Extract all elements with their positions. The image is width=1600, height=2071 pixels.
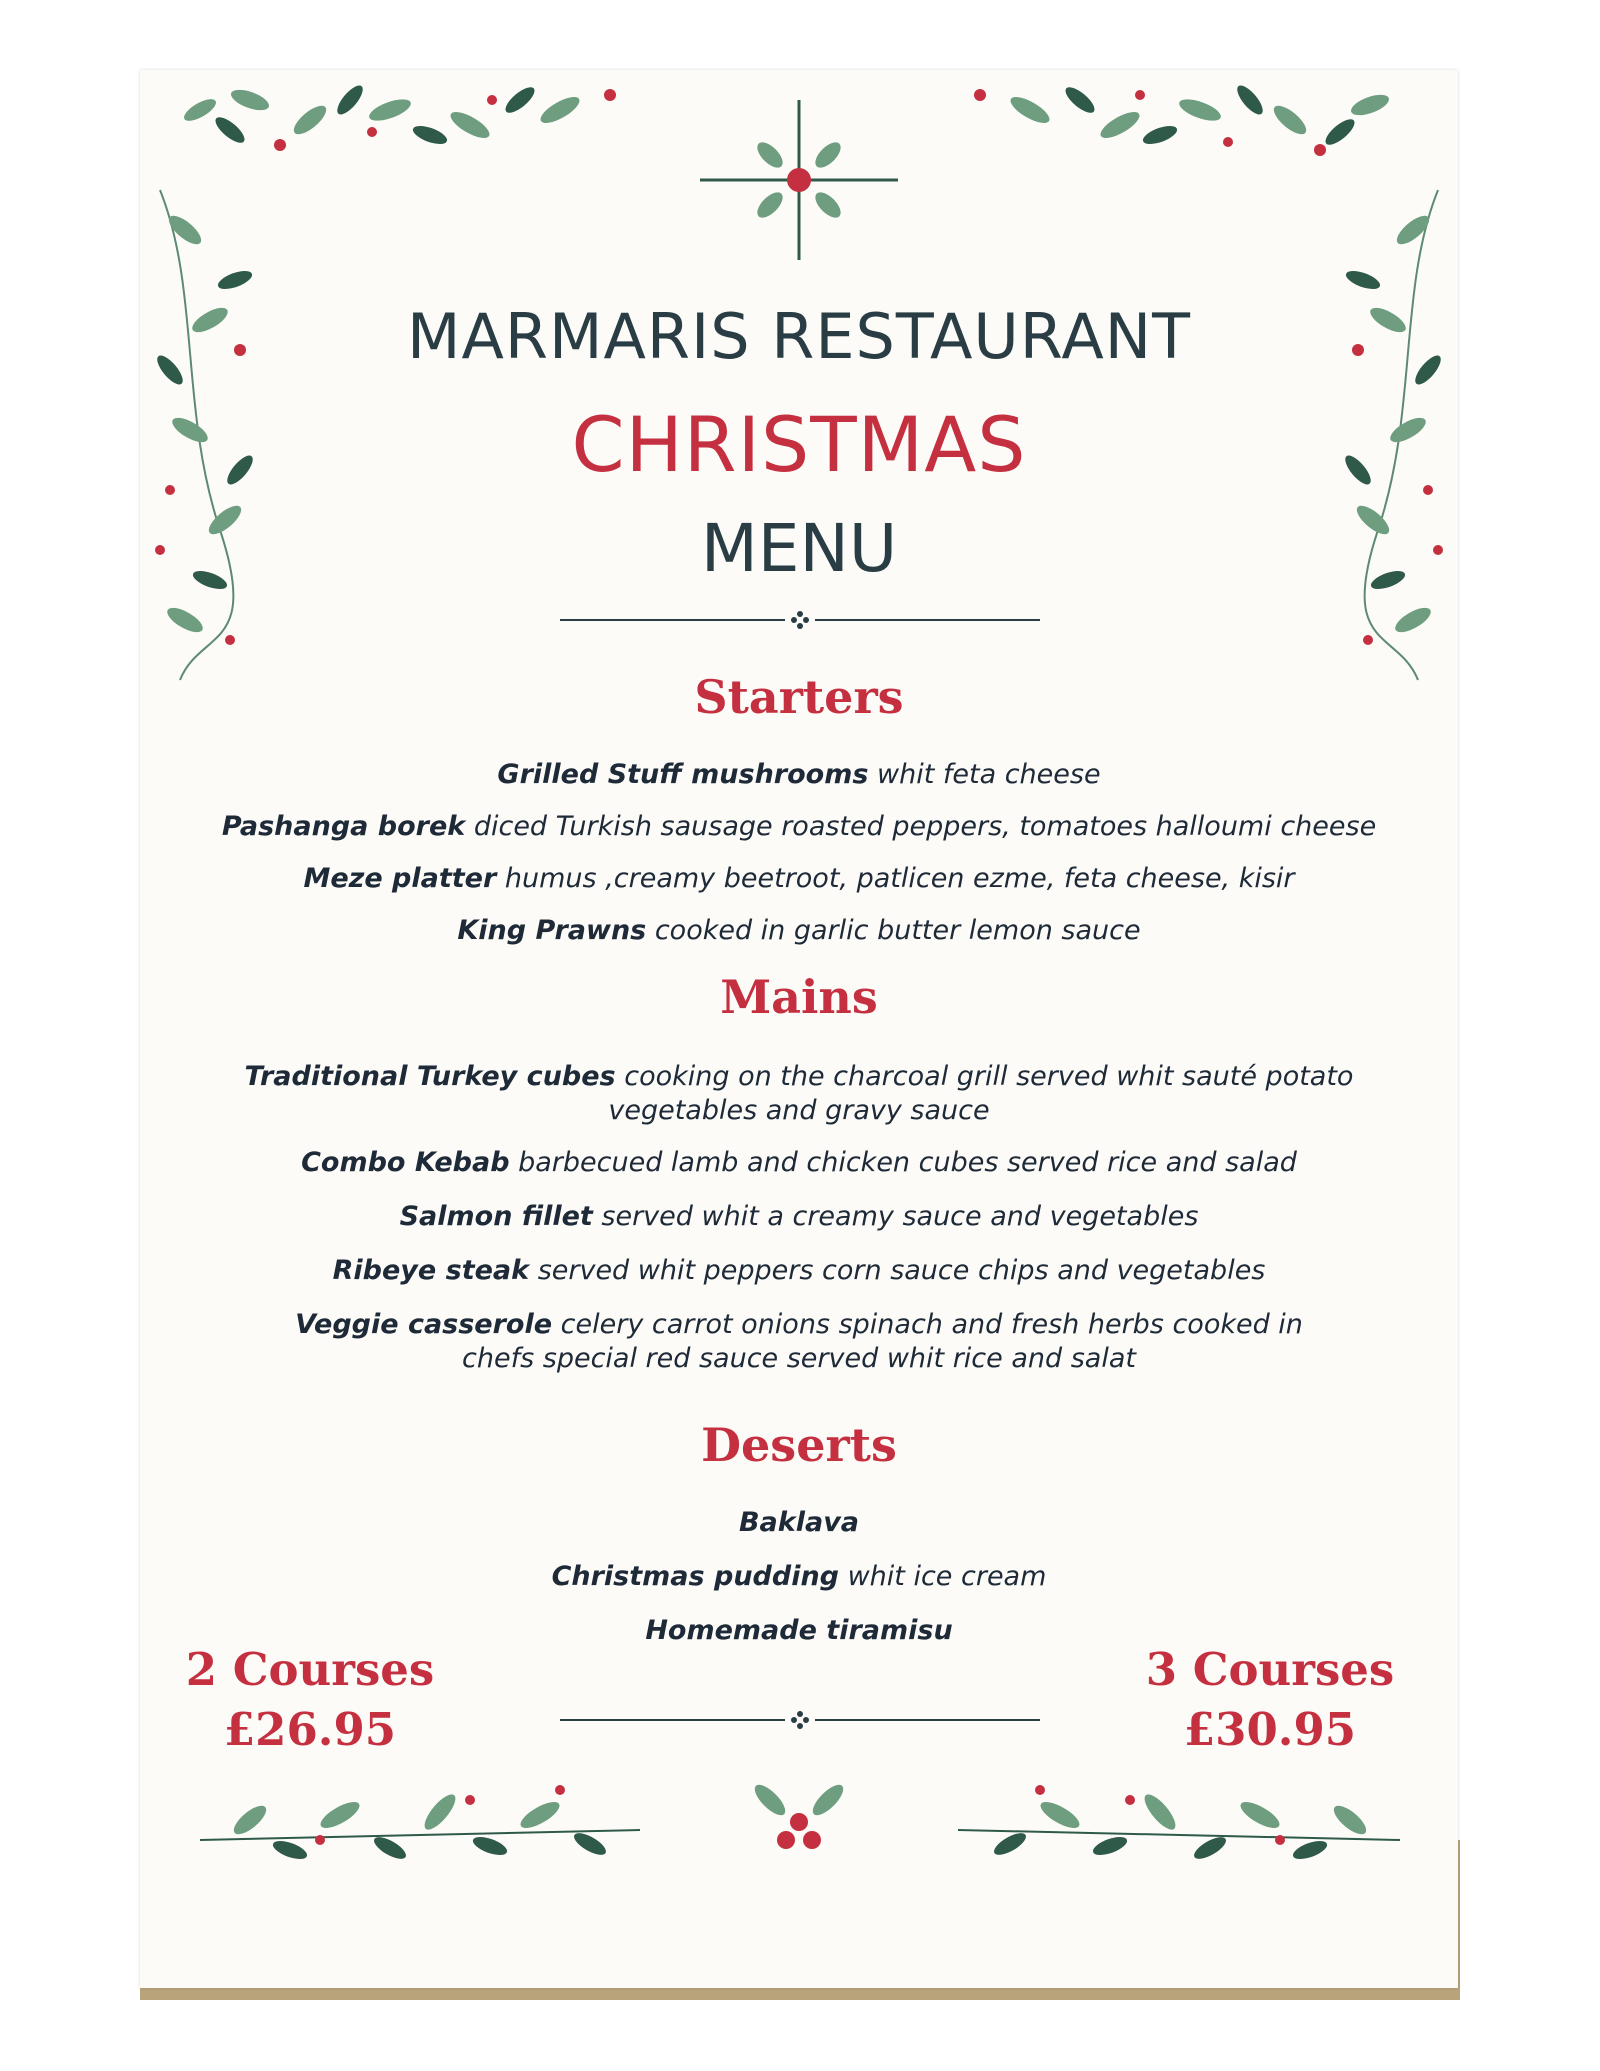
price-label: 3 Courses xyxy=(1145,1643,1395,1696)
item-name: Meze platter xyxy=(303,863,497,894)
item-description: whit ice cream xyxy=(847,1561,1047,1592)
item-name: Homemade tiramisu xyxy=(645,1615,953,1646)
item-description: cooked in garlic butter lemon sauce xyxy=(654,915,1141,946)
item-description: barbecued lamb and chicken cubes served rice and salad xyxy=(518,1147,1297,1178)
item-description: served whit peppers corn sauce chips and vegetables xyxy=(537,1255,1266,1286)
list-item xyxy=(140,1308,1458,1376)
price-amount: £26.95 xyxy=(223,1703,397,1756)
top-garland-decoration xyxy=(140,70,1458,270)
two-courses-price xyxy=(160,1640,460,1760)
ornamental-divider xyxy=(560,610,1040,630)
list-item xyxy=(140,758,1458,792)
item-name: Combo Kebab xyxy=(301,1147,510,1178)
item-description: diced Turkish sausage roasted peppers, tomatoes halloumi cheese xyxy=(473,811,1377,842)
menu-card xyxy=(140,70,1458,1988)
item-name: Baklava xyxy=(738,1507,860,1538)
restaurant-name: MARMARIS RESTAURANT xyxy=(406,300,1191,373)
list-item xyxy=(140,1506,1458,1540)
ornamental-divider xyxy=(560,1710,1040,1730)
deserts-heading: Deserts xyxy=(701,1418,897,1472)
bottom-garland-decoration xyxy=(140,1760,1458,1870)
list-item xyxy=(140,1254,1458,1288)
item-description-continued: vegetables and gravy sauce xyxy=(608,1095,990,1126)
three-courses-price xyxy=(1120,1640,1420,1760)
price-amount: £30.95 xyxy=(1183,1703,1357,1756)
list-item xyxy=(140,862,1458,896)
item-name: Salmon fillet xyxy=(399,1201,593,1232)
item-description: celery carrot onions spinach and fresh herbs cooked in xyxy=(560,1309,1303,1340)
item-name: Christmas pudding xyxy=(551,1561,839,1592)
list-item xyxy=(140,1200,1458,1234)
item-description: cooking on the charcoal grill served whit sauté potato xyxy=(624,1061,1354,1092)
price-label: 2 Courses xyxy=(185,1643,435,1696)
christmas-heading: CHRISTMAS xyxy=(571,400,1027,489)
list-item xyxy=(140,914,1458,948)
mains-heading: Mains xyxy=(720,970,878,1024)
item-description: served whit a creamy sauce and vegetables xyxy=(601,1201,1199,1232)
item-name: Grilled Stuff mushrooms xyxy=(497,759,869,790)
item-description: whit feta cheese xyxy=(877,759,1101,790)
list-item xyxy=(140,1060,1458,1128)
item-description-continued: chefs special red sauce served whit rice and salat xyxy=(462,1343,1136,1374)
list-item xyxy=(140,1146,1458,1180)
item-name: King Prawns xyxy=(457,915,647,946)
item-name: Ribeye steak xyxy=(332,1255,530,1286)
list-item xyxy=(140,810,1458,844)
item-description: humus ,creamy beetroot, patlicen ezme, feta cheese, kisir xyxy=(504,863,1295,894)
item-name: Traditional Turkey cubes xyxy=(244,1061,616,1092)
item-name: Pashanga borek xyxy=(221,811,466,842)
starters-heading: Starters xyxy=(694,670,904,724)
menu-heading: MENU xyxy=(700,510,898,587)
item-name: Veggie casserole xyxy=(295,1309,553,1340)
list-item xyxy=(140,1560,1458,1594)
